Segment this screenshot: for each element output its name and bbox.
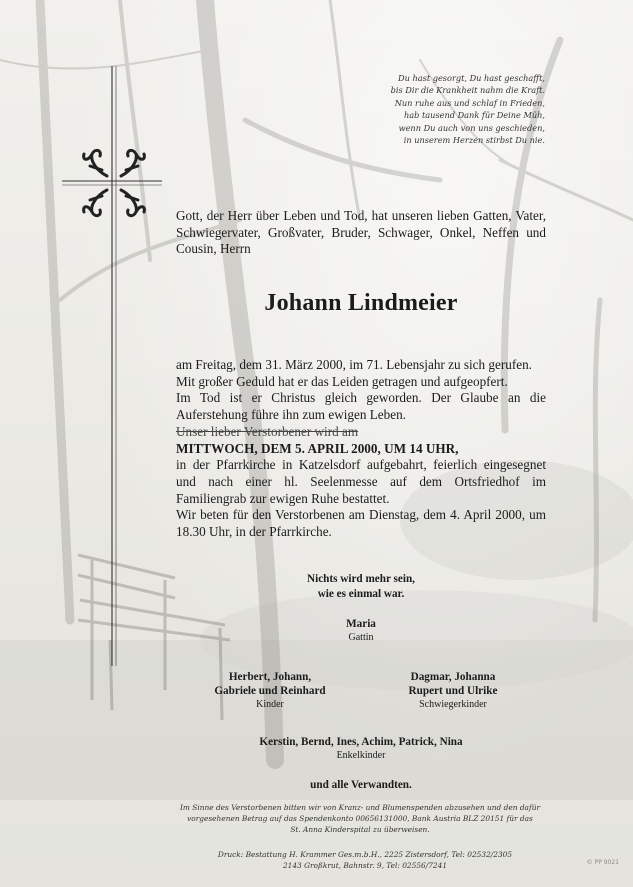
poem-line: bis Dir die Krankheit nahm die Kraft.: [390, 85, 545, 96]
poem-line: wenn Du auch von uns geschieden,: [398, 122, 545, 133]
motto-line: wie es einmal war.: [317, 587, 405, 600]
in-laws-relation: Schwiegerkinder: [419, 699, 487, 710]
donation-line: Im Sinne des Verstorbenen bitten wir von Kranz- und Blumenspenden abzusehen und den dafür: [180, 803, 540, 812]
funeral-details: in der Pfarrkirche in Katzelsdorf aufgebahrt, feierlich eingesegnet und nach einer hl. Seelenmesse auf dem Ortsfriedhof im Familiengrab zur ewigen Ruhe bestattet.: [176, 457, 546, 506]
poem-line: Du hast gesorgt, Du hast geschafft,: [398, 73, 545, 83]
children-names: Gabriele und Reinhard: [214, 685, 326, 697]
motto-line: Nichts wird mehr sein,: [307, 573, 415, 585]
body-text: Mit großer Geduld hat er das Leiden getragen und aufgeopfert.: [176, 373, 508, 389]
announcement-body: [176, 357, 546, 541]
poem: [315, 72, 545, 146]
poem-line: in unserem Herzen stirbst Du nie.: [403, 135, 545, 146]
spouse-block: [176, 617, 546, 644]
children-block: [175, 670, 365, 711]
poem-line: hab tausend Dank für Deine Müh,: [404, 110, 545, 121]
printer-line: 2143 Großkrut, Bahnstr. 9, Tel: 02556/7241: [282, 860, 448, 870]
prayer-details: Wir beten für den Verstorbenen am Dienstag, dem 4. April 2000, um 18.30 Uhr, in der Pfarrkirche.: [176, 507, 546, 540]
spouse-relation: Gattin: [348, 632, 374, 643]
in-laws-names: Dagmar, Johanna: [410, 671, 496, 683]
motto: [176, 572, 546, 601]
poem-line: Nun ruhe aus und schlaf in Frieden,: [394, 97, 545, 108]
ornamental-cross-icon: [62, 66, 162, 666]
donation-notice: [160, 803, 560, 835]
grandchildren-names: Kerstin, Bernd, Ines, Achim, Patrick, Nina: [259, 736, 463, 748]
print-code: © PP 9021: [586, 859, 619, 866]
donation-line: vorgesehenen Betrag auf das Spendenkonto 00656131000, Bank Austria BLZ 20151 für das: [187, 813, 533, 823]
grandchildren-relation: Enkelkinder: [336, 750, 386, 761]
in-laws-block: [358, 670, 548, 711]
printer-imprint: [200, 850, 530, 872]
body-text: Im Tod ist er Christus gleich geworden. Der Glaube an die Auferstehung führe ihn zum ewigen Leben.: [176, 390, 546, 423]
donation-line: St. Anna Kinderspital zu überweisen.: [290, 824, 430, 834]
printer-line: Druck: Bestattung H. Krammer Ges.m.b.H., 2225 Zistersdorf, Tel: 02532/2305: [217, 850, 513, 859]
in-laws-names: Rupert und Ulrike: [408, 685, 498, 697]
death-date-text: am Freitag, dem 31. März 2000, im 71. Lebensjahr zu sich gerufen.: [176, 357, 532, 372]
children-names: Herbert, Johann,: [228, 671, 312, 683]
children-relation: Kinder: [256, 699, 284, 710]
struck-text: Unser lieber Verstorbener wird am: [176, 423, 359, 439]
spouse-name: Maria: [346, 618, 376, 630]
relatives-line: und alle Verwandten.: [310, 779, 412, 791]
intro-text: Gott, der Herr über Leben und Tod, hat unseren lieben Gatten, Vater, Schwiegervater, Großvater, Bruder, Schwager, Onkel, Neffen und Cousin, Herrn: [176, 208, 546, 257]
deceased-name: Johann Lindmeier: [264, 290, 458, 316]
funeral-date: MITTWOCH, DEM 5. APRIL 2000, UM 14 UHR,: [176, 440, 459, 456]
grandchildren-block: [176, 735, 546, 762]
